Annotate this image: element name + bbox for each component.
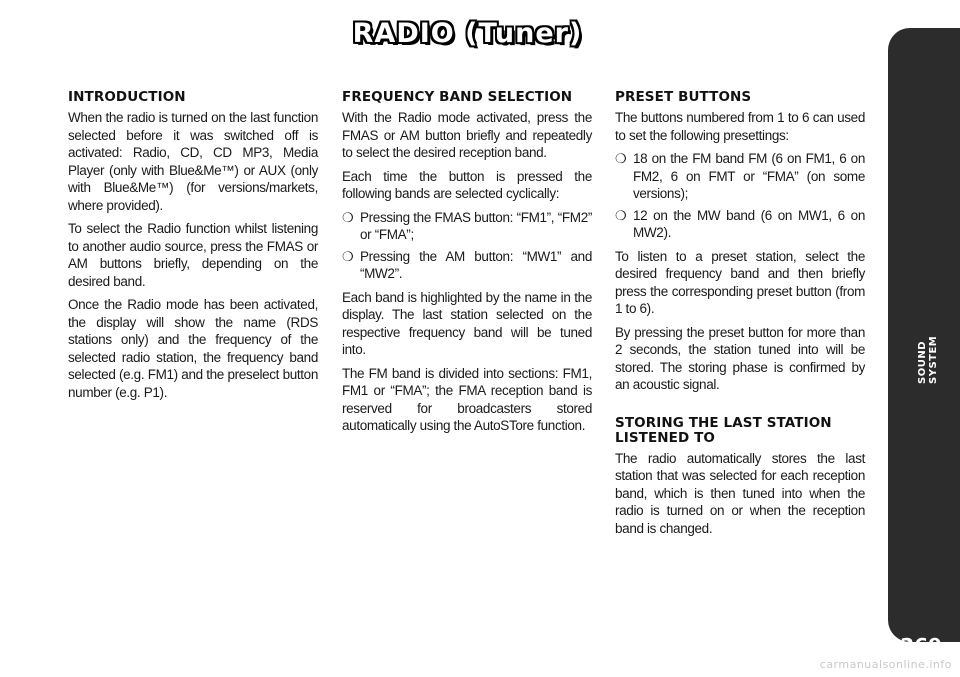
list-item: [615, 150, 865, 203]
page-title: RADIO (Tuner): [352, 18, 583, 49]
section-heading-preset-buttons: PRESET BUTTONS: [615, 89, 752, 105]
bullet-icon: ❍: [615, 207, 627, 223]
list-item-text: 18 on the FM band FM (6 on FM1, 6 on FM2, 6 on FMT or “FMA” (on some versions);: [633, 151, 865, 201]
bullet-list: [342, 209, 592, 283]
paragraph: To select the Radio function whilst listening to another audio source, press the FMAS or AM buttons briefly, depending on the desired band.: [68, 221, 318, 289]
paragraph: To listen to a preset station, select the desired frequency band and then briefly press the corresponding preset button (from 1 to 6).: [615, 248, 865, 316]
list-item-text: 12 on the MW band (6 on MW1, 6 on MW2).: [633, 207, 865, 240]
bullet-icon: ❍: [342, 209, 354, 225]
paragraph: With the Radio mode activated, press the FMAS or AM button briefly and repeatedly to select the desired reception band.: [342, 110, 592, 160]
paragraph: Each band is highlighted by the name in the display. The last station selected on the respective frequency band will be tuned into.: [342, 289, 592, 357]
paragraph: The radio automatically stores the last station that was selected for each reception band, which is then tuned into when the radio is turned on or when the reception band is changed.: [615, 450, 865, 536]
bullet-icon: ❍: [615, 151, 627, 166]
chapter-label: SOUND SYSTEM: [917, 335, 939, 384]
list-item-text: Pressing the AM button: “MW1” and “MW2”.: [360, 248, 592, 281]
column-frequency-band: [342, 90, 592, 441]
watermark: carmanualsonline.info: [819, 658, 952, 671]
list-item: [615, 207, 865, 242]
page-number: 269: [900, 634, 942, 658]
column-preset-buttons: [615, 90, 865, 543]
paragraph: The FM band is divided into sections: FM1, FM1 or “FMA”; the FMA reception band is reserved for broadcasters stored automatically using the AutoSTore function.: [342, 365, 592, 433]
paragraph: By pressing the preset button for more than 2 seconds, the station tuned into will be stored. The storing phase is confirmed by an acoustic signal.: [615, 324, 865, 392]
list-item-text: Pressing the FMAS button: “FM1”, “FM2” or “FMA”;: [360, 209, 592, 242]
bullet-list: [615, 150, 865, 242]
section-heading-storing-last-station: STORING THE LAST STATION LISTENED TO: [615, 414, 832, 446]
paragraph: Each time the button is pressed the following bands are selected cyclically:: [342, 168, 592, 201]
column-introduction: [68, 90, 318, 407]
paragraph: When the radio is turned on the last function selected before it was switched off is activated: Radio, CD, CD MP3, Media Player (only with Blue&Me™) or AUX (only with Blue&Me™) (for versions/markets, where provided).: [68, 110, 318, 213]
paragraph: The buttons numbered from 1 to 6 can used to set the following presettings:: [615, 110, 865, 143]
section-heading-introduction: INTRODUCTION: [68, 89, 186, 105]
section-heading-frequency-band: FREQUENCY BAND SELECTION: [342, 89, 573, 105]
list-item: [342, 209, 592, 244]
bullet-icon: ❍: [342, 248, 354, 264]
list-item: [342, 248, 592, 283]
paragraph: Once the Radio mode has been activated, the display will show the name (RDS stations only) and the frequency of the selected radio station, the frequency band selected (e.g. FM1) and the preselect button number (e.g. P1).: [68, 297, 318, 400]
